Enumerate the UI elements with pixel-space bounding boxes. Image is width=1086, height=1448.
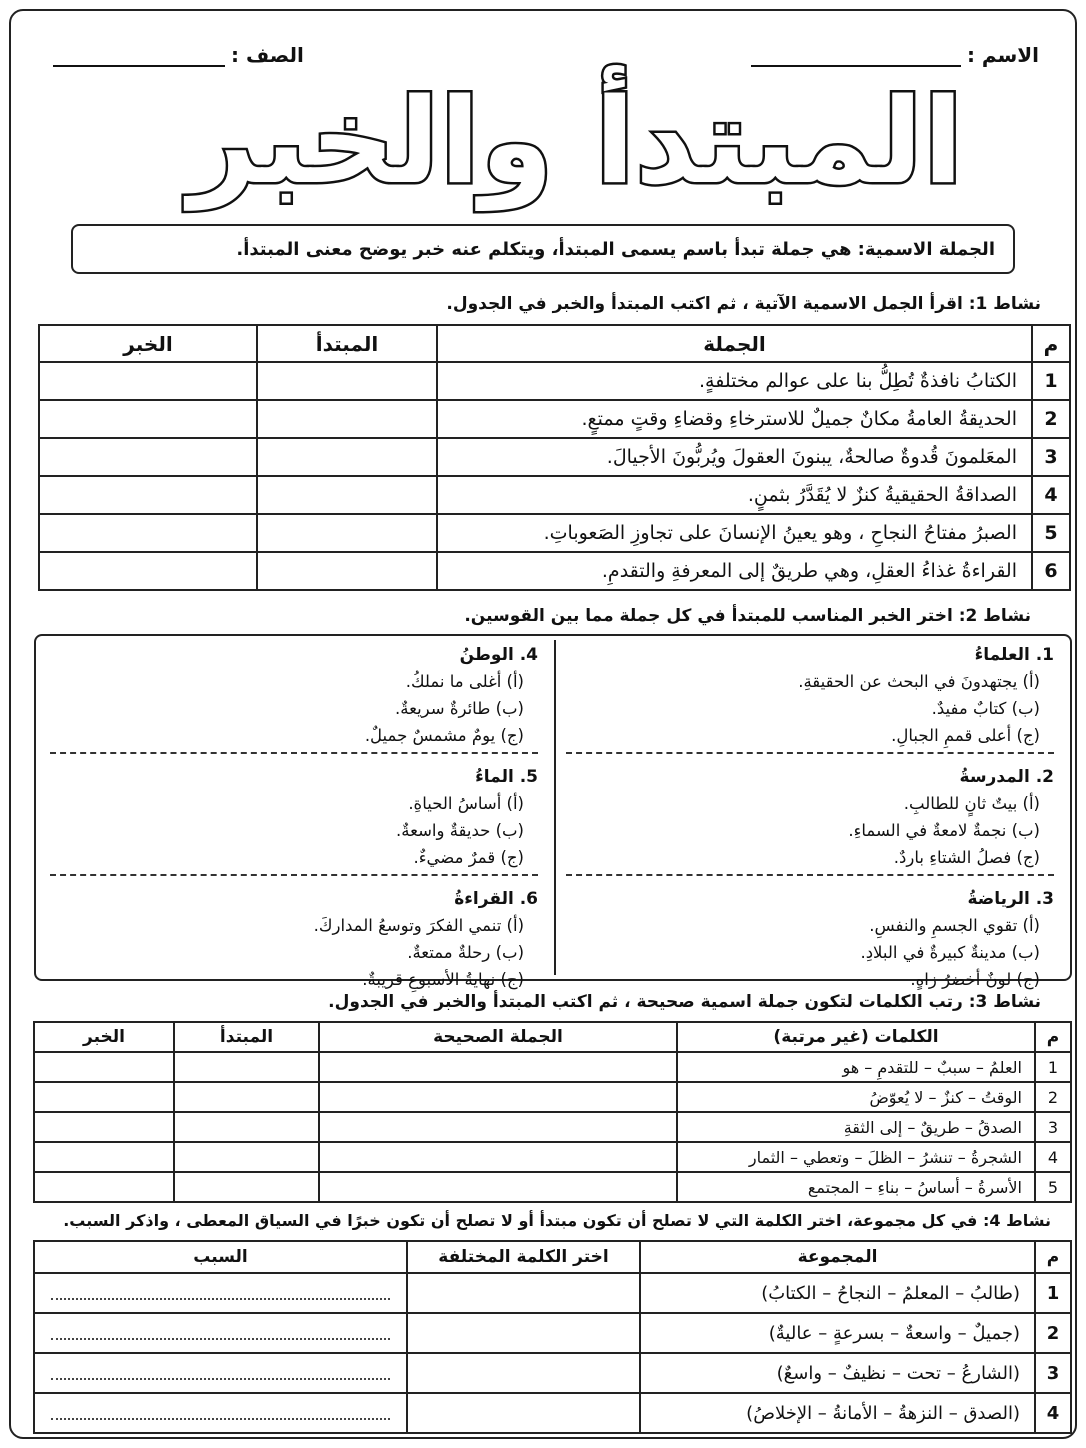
sentence-cell: الكتابُ نافذةٌ تُطِلُّ بنا على عوالم مختلفةٍ. [437, 362, 1032, 400]
option-b[interactable]: (ب) نجمةٌ لامعةٌ في السماءِ. [848, 821, 1040, 840]
worksheet-title: المبتدأ والخبر [188, 71, 964, 210]
question-title: 3. الرياضةُ [967, 889, 1054, 909]
subject-answer-cell[interactable] [257, 438, 437, 476]
col-subject: المبتدأ [257, 325, 437, 362]
name-label: الاسم : [966, 43, 1039, 67]
subject-answer-cell[interactable] [257, 476, 437, 514]
dotted-line [51, 1326, 390, 1340]
predicate-answer-cell[interactable] [39, 514, 257, 552]
col-predicate: الخبر [39, 325, 257, 362]
sentence-cell: القراءةُ غذاءُ العقلِ، وهي طريقٌ إلى المعرفةِ والتقدمِ. [437, 552, 1032, 590]
col-words: الكلمات (غير مرتبة) [677, 1022, 1035, 1052]
predicate-answer-cell[interactable] [39, 552, 257, 590]
option-a[interactable]: (أ) يجتهدونَ في البحث عن الحقيقةِ. [798, 672, 1040, 691]
predicate-answer-cell[interactable] [34, 1082, 174, 1112]
worksheet-page [9, 9, 1077, 1439]
table-header-row [34, 1022, 1071, 1052]
row-number: 1 [1032, 362, 1070, 400]
col-group: المجموعة [640, 1241, 1035, 1273]
sentence-cell: الصداقةُ الحقيقيةُ كنزٌ لا يُقَدَّرُ بثمنٍ. [437, 476, 1032, 514]
table-row [34, 1082, 1071, 1112]
subject-answer-cell[interactable] [174, 1142, 319, 1172]
col-sentence: الجملة [437, 325, 1032, 362]
odd-word-answer-cell[interactable] [407, 1313, 640, 1353]
question-item [50, 884, 538, 996]
row-number: 3 [1032, 438, 1070, 476]
activity4-title: نشاط 4: في كل مجموعة، اختر الكلمة التي لا تصلح أن تكون مبتدأ أو لا تصلح أن تكون خبرًا في السياق المعطى ، واذكر السبب. [63, 1211, 1051, 1230]
table-header-row [34, 1241, 1071, 1273]
dotted-line [51, 1286, 390, 1300]
words-cell: الوقتُ – كنزٌ – لا يُعوّضُ [677, 1082, 1035, 1112]
questions-column-right [566, 640, 1054, 996]
row-number: 1 [1035, 1052, 1071, 1082]
table-row [39, 552, 1070, 590]
row-number: 2 [1035, 1313, 1071, 1353]
subject-answer-cell[interactable] [174, 1052, 319, 1082]
row-number: 5 [1032, 514, 1070, 552]
question-title: 6. القراءةُ [454, 889, 538, 909]
option-b[interactable]: (ب) رحلةٌ ممتعةٌ. [407, 943, 524, 962]
reason-answer-cell[interactable] [34, 1313, 407, 1353]
col-number: م [1035, 1241, 1071, 1273]
sentence-answer-cell[interactable] [319, 1142, 677, 1172]
column-divider [554, 640, 556, 975]
sentence-answer-cell[interactable] [319, 1172, 677, 1202]
odd-word-answer-cell[interactable] [407, 1393, 640, 1433]
row-number: 3 [1035, 1112, 1071, 1142]
table-row [34, 1142, 1071, 1172]
table-row [34, 1172, 1071, 1202]
row-number: 2 [1032, 400, 1070, 438]
col-odd-word: اختر الكلمة المختلفة [407, 1241, 640, 1273]
row-number: 1 [1035, 1273, 1071, 1313]
definition-box: الجملة الاسمية: هي جملة تبدأ باسم يسمى المبتدأ، ويتكلم عنه خبر يوضح معنى المبتدأ. [71, 224, 1015, 274]
group-cell: (الصدق – النزهةُ – الأمانةُ – الإخلاصُ) [640, 1393, 1035, 1433]
reason-answer-cell[interactable] [34, 1393, 407, 1433]
subject-answer-cell[interactable] [174, 1172, 319, 1202]
option-a[interactable]: (أ) تنمي الفكرَ وتوسعُ المداركَ. [313, 916, 524, 935]
activity1-title: نشاط 1: اقرأ الجمل الاسمية الآتية ، ثم اكتب المبتدأ والخبر في الجدول. [446, 294, 1041, 314]
odd-word-answer-cell[interactable] [407, 1273, 640, 1313]
row-number: 4 [1032, 476, 1070, 514]
question-item [566, 640, 1054, 754]
question-title: 2. المدرسةُ [959, 767, 1054, 787]
col-subject: المبتدأ [174, 1022, 319, 1052]
col-number: م [1032, 325, 1070, 362]
table-row [39, 362, 1070, 400]
activity2-title: نشاط 2: اختر الخبر المناسب للمبتدأ في كل جملة مما بين القوسين. [464, 606, 1031, 626]
predicate-answer-cell[interactable] [34, 1142, 174, 1172]
group-cell: (طالبُ – المعلمُ – النجاحُ – الكتابُ) [640, 1273, 1035, 1313]
option-a[interactable]: (أ) أغلى ما نملكُ. [405, 672, 524, 691]
question-item [50, 640, 538, 754]
option-c[interactable]: (ج) نهايةُ الأسبوعِ قريبةٌ. [362, 970, 524, 989]
question-item [566, 884, 1054, 996]
table-row [34, 1052, 1071, 1082]
row-number: 4 [1035, 1393, 1071, 1433]
sentence-cell: المعَلمونَ قُدوةٌ صالحةٌ، يبنونَ العقولَ ويُربُّونَ الأجيالَ. [437, 438, 1032, 476]
table-row [34, 1273, 1071, 1313]
group-cell: (الشارعُ – تحت – نظيفٌ – واسعٌ) [640, 1353, 1035, 1393]
row-number: 6 [1032, 552, 1070, 590]
subject-answer-cell[interactable] [174, 1112, 319, 1142]
words-cell: الشجرةُ – تنشرُ – الظلَ – وتعطي – الثمار [677, 1142, 1035, 1172]
questions-column-left [50, 640, 538, 996]
predicate-answer-cell[interactable] [39, 362, 257, 400]
activity3-title: نشاط 3: رتب الكلمات لتكون جملة اسمية صحيحة ، ثم اكتب المبتدأ والخبر في الجدول. [328, 992, 1041, 1012]
option-b[interactable]: (ب) حديقةٌ واسعةٌ. [396, 821, 524, 840]
option-c[interactable]: (ج) يومٌ مشمسٌ جميلٌ. [364, 726, 524, 745]
sentence-answer-cell[interactable] [319, 1052, 677, 1082]
odd-word-answer-cell[interactable] [407, 1353, 640, 1393]
predicate-answer-cell[interactable] [39, 438, 257, 476]
col-correct-sentence: الجملة الصحيحة [319, 1022, 677, 1052]
activity3-table [33, 1021, 1072, 1203]
option-c[interactable]: (ج) لونٌ أخضرُ زاهٍ. [910, 970, 1040, 989]
subject-answer-cell[interactable] [174, 1082, 319, 1112]
question-item [50, 762, 538, 876]
row-number: 3 [1035, 1353, 1071, 1393]
table-row [39, 438, 1070, 476]
activity1-table [38, 324, 1071, 591]
sentence-cell: الصبرُ مفتاحُ النجاحِ ، وهو يعينُ الإنسانَ على تجاوزِ الصَعوباتِ. [437, 514, 1032, 552]
option-b[interactable]: (ب) كتابٌ مفيدٌ. [931, 699, 1040, 718]
subject-answer-cell[interactable] [257, 362, 437, 400]
reason-answer-cell[interactable] [34, 1273, 407, 1313]
dotted-line [51, 1366, 390, 1380]
row-number: 4 [1035, 1142, 1071, 1172]
option-a[interactable]: (أ) تقوي الجسمِ والنفسِ. [869, 916, 1040, 935]
row-number: 2 [1035, 1082, 1071, 1112]
question-title: 1. العلماءُ [974, 645, 1054, 665]
predicate-answer-cell[interactable] [39, 476, 257, 514]
group-cell: (جميلٌ – واسعةٌ – بسرعةٍ – عاليةٌ) [640, 1313, 1035, 1353]
option-b[interactable]: (ب) مدينةٌ كبيرةٌ في البلادِ. [860, 943, 1040, 962]
subject-answer-cell[interactable] [257, 400, 437, 438]
reason-answer-cell[interactable] [34, 1353, 407, 1393]
subject-answer-cell[interactable] [257, 514, 437, 552]
question-title: 5. الماءُ [475, 767, 538, 787]
question-title: 4. الوطنُ [459, 645, 538, 665]
row-number: 5 [1035, 1172, 1071, 1202]
table-row [39, 514, 1070, 552]
activity4-table [33, 1240, 1072, 1434]
class-label: الصف : [231, 43, 304, 67]
predicate-answer-cell[interactable] [34, 1172, 174, 1202]
sentence-answer-cell[interactable] [319, 1112, 677, 1142]
table-row [34, 1313, 1071, 1353]
sentence-cell: الحديقةُ العامةُ مكانٌ جميلٌ للاسترخاءِ وقضاءِ وقتٍ ممتعٍ. [437, 400, 1032, 438]
subject-answer-cell[interactable] [257, 552, 437, 590]
predicate-answer-cell[interactable] [39, 400, 257, 438]
option-a[interactable]: (أ) بيتٌ ثانٍ للطالبِ. [903, 794, 1040, 813]
words-cell: الصدقُ – طريقٌ – إلى الثقةِ [677, 1112, 1035, 1142]
option-b[interactable]: (ب) طائرةٌ سريعةٌ. [395, 699, 524, 718]
table-row [34, 1393, 1071, 1433]
table-row [39, 400, 1070, 438]
question-item [566, 762, 1054, 876]
table-header-row [39, 325, 1070, 362]
table-row [39, 476, 1070, 514]
option-a[interactable]: (أ) أساسُ الحياةِ. [408, 794, 524, 813]
option-c[interactable]: (ج) فصلُ الشتاءِ باردٌ. [893, 848, 1040, 867]
option-c[interactable]: (ج) قمرٌ مضيءٌ. [413, 848, 524, 867]
words-cell: الأسرةُ – أساسُ – بناءِ – المجتمع [677, 1172, 1035, 1202]
predicate-answer-cell[interactable] [34, 1052, 174, 1082]
activity2-box [34, 634, 1072, 989]
sentence-answer-cell[interactable] [319, 1082, 677, 1112]
predicate-answer-cell[interactable] [34, 1112, 174, 1142]
option-c[interactable]: (ج) أعلى قممِ الجبالِ. [891, 726, 1040, 745]
words-cell: العلمُ – سببٌ – للتقدمِ – هو [677, 1052, 1035, 1082]
col-number: م [1035, 1022, 1071, 1052]
col-predicate: الخبر [34, 1022, 174, 1052]
col-reason: السبب [34, 1241, 407, 1273]
dotted-line [51, 1406, 390, 1420]
table-row [34, 1112, 1071, 1142]
table-row [34, 1353, 1071, 1393]
